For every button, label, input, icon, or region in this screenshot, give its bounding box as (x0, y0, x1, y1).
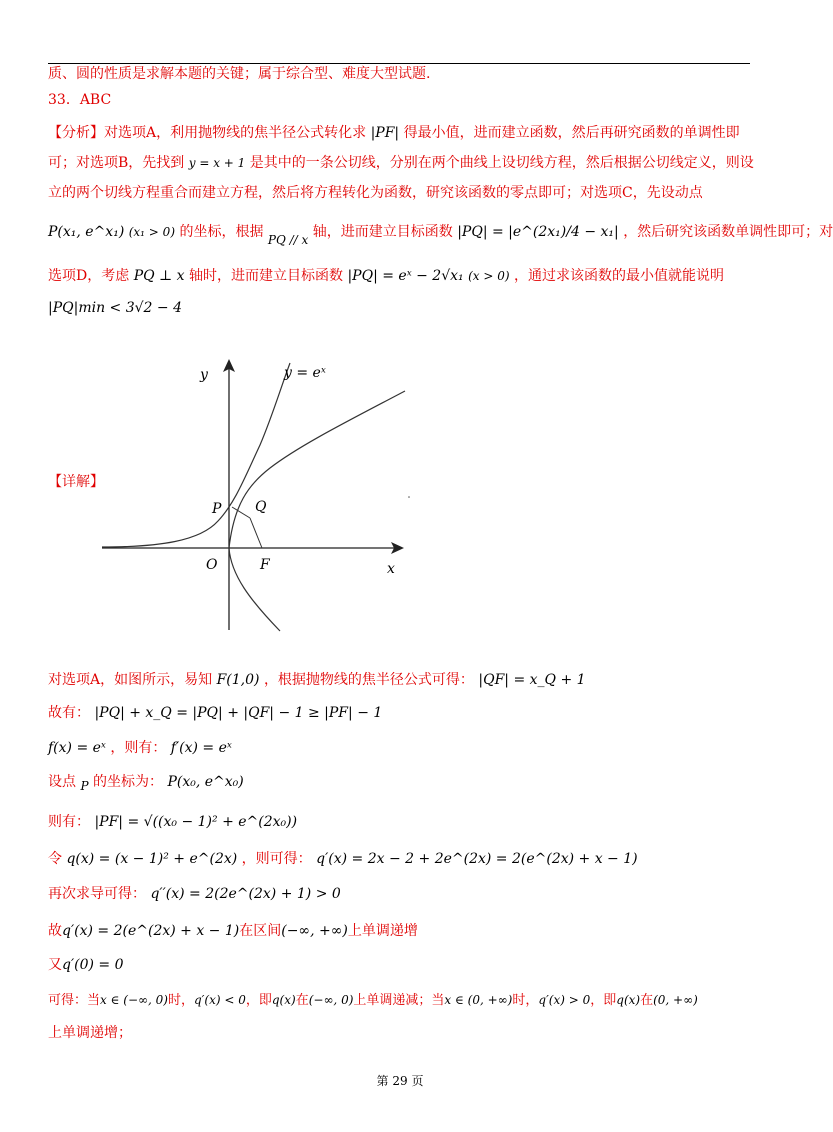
origin-label: O (206, 557, 218, 573)
exp-curve (102, 363, 290, 547)
solution-text: 又 (48, 957, 62, 973)
solution-line-11: 上单调递增； (48, 1025, 132, 1041)
math-expression: F(1,0) (216, 672, 260, 688)
solution-text: 则有： (48, 814, 90, 830)
solution-text: 上单调递减；当 (353, 993, 445, 1008)
curve-label: y = eˣ (284, 365, 326, 381)
math-expression: q′(0) = 0 (62, 957, 124, 973)
analysis-text: 可；对选项B，先找到 (48, 155, 185, 171)
solution-line-9 (48, 955, 124, 975)
math-expression: q′(x) > 0 (538, 993, 591, 1007)
math-expression: x ∈ (−∞, 0) (100, 993, 168, 1007)
solution-text: 故有： (48, 705, 90, 721)
solution-line-4 (48, 772, 244, 792)
analysis-line-3: 立的两个切线方程重合而建立方程，然后将方程转化为函数，研究该函数的零点即可；对选项C，先设动点 (48, 185, 703, 201)
math-expression: q(x) (616, 993, 641, 1007)
math-expression: |PQ| = |e^(2x₁)/4 − x₁| (457, 224, 619, 240)
analysis-text: ，通过求该函数的最小值就能说明 (514, 268, 724, 284)
solution-text: 在 (640, 993, 654, 1008)
solution-text: ，则可得： (241, 851, 312, 867)
math-expression: q(x) (271, 993, 296, 1007)
graph-svg (100, 355, 410, 633)
math-expression: x ∈ (0, +∞) (444, 993, 513, 1007)
math-expression: |PQ| + x_Q = |PQ| + |QF| − 1 ≥ |PF| − 1 (94, 705, 383, 721)
solution-text: 对选项A，如图所示，易知 (48, 672, 213, 688)
stray-dot (408, 496, 410, 498)
math-expression: f′(x) = eˣ (170, 740, 232, 756)
math-expression: PQ // x (267, 233, 309, 247)
analysis-line-2 (48, 153, 754, 173)
solution-line-1 (48, 670, 586, 690)
header-line: 质、圆的性质是求解本题的关键；属于综合型、难度大型试题. (48, 66, 431, 82)
solution-text: 设点 (48, 774, 76, 790)
analysis-line-5 (48, 266, 724, 286)
solution-line-7 (48, 884, 341, 904)
math-expression: (x > 0) (468, 269, 510, 283)
math-expression: q(x) = (x − 1)² + e^(2x) (66, 851, 238, 867)
analysis-line-4 (48, 222, 833, 247)
segment-pq (232, 507, 250, 518)
solution-text: 可得：当 (48, 993, 101, 1008)
solution-text: ，即 (590, 993, 617, 1008)
analysis-line-6 (48, 298, 182, 318)
solution-text: 时， (512, 993, 539, 1008)
math-expression: q′(x) = 2(e^(2x) + x − 1) (62, 923, 240, 939)
solution-line-6 (48, 849, 638, 869)
solution-text: ，则有： (110, 740, 167, 756)
math-expression: |PQ| = eˣ − 2√x₁ (347, 268, 464, 284)
solution-line-3 (48, 738, 232, 758)
question-number: 33．ABC (48, 92, 112, 108)
math-expression: PQ ⊥ x (133, 268, 185, 284)
graph-figure (100, 355, 410, 633)
analysis-text: 轴，进而建立目标函数 (312, 224, 453, 240)
analysis-text: 轴时，进而建立目标函数 (189, 268, 343, 284)
math-expression: |PQ|min < 3√2 − 4 (48, 300, 183, 316)
solution-line-5 (48, 812, 297, 832)
solution-text: ，根据抛物线的焦半径公式可得： (263, 672, 474, 688)
solution-text: 再次求导可得： (48, 886, 146, 902)
analysis-text: 选项D，考虑 (48, 268, 130, 284)
math-expression: |PF| (370, 125, 400, 141)
point-f-label: F (260, 557, 270, 573)
math-expression: (−∞, 0) (308, 993, 354, 1007)
math-expression: P(x₀, e^x₀) (167, 774, 244, 790)
solution-line-10 (48, 990, 698, 1011)
y-axis-label: y (200, 367, 208, 383)
solution-line-2 (48, 703, 382, 723)
solution-text: 在 (295, 993, 309, 1008)
point-q-label: Q (255, 499, 267, 515)
point-p-label: P (212, 501, 222, 517)
math-expression: f(x) = eˣ (48, 740, 106, 756)
solution-line-8 (48, 921, 418, 941)
math-expression: (x₁ > 0) (128, 225, 175, 239)
math-expression: q′(x) = 2x − 2 + 2e^(2x) = 2(e^(2x) + x − 1) (316, 851, 638, 867)
analysis-text: ，然后研究该函数单调性即可；对 (623, 224, 833, 240)
solution-text: 故 (48, 923, 62, 939)
math-expression: P (80, 779, 89, 793)
segment-qf (250, 518, 262, 548)
solution-text: ，即 (245, 993, 272, 1008)
math-expression: y = x + 1 (188, 156, 246, 170)
solution-text: 时， (167, 993, 194, 1008)
math-expression: |PF| = √((x₀ − 1)² + e^(2x₀)) (94, 814, 298, 830)
math-expression: |QF| = x_Q + 1 (478, 672, 586, 688)
solution-text: 令 (48, 851, 62, 867)
analysis-text: 是其中的一条公切线，分别在两个曲线上设切线方程，然后根据公切线定义，则设 (249, 155, 754, 171)
analysis-text: 得最小值，进而建立函数，然后再研究函数的单调性即 (403, 125, 740, 141)
math-expression: P(x₁, e^x₁) (48, 224, 125, 240)
analysis-tag: 【分析】 (48, 125, 104, 141)
solution-text: 的坐标为： (92, 774, 163, 790)
solution-text: 在区间 (239, 923, 282, 939)
math-expression: q′′(x) = 2(2e^(2x) + 1) > 0 (150, 886, 341, 902)
analysis-text: 的坐标，根据 (179, 224, 264, 240)
math-expression: (0, +∞) (653, 993, 698, 1007)
detail-tag: 【详解】 (48, 474, 104, 490)
analysis-line-1 (48, 123, 740, 143)
analysis-text: 对选项A，利用抛物线的焦半径公式转化求 (104, 125, 367, 141)
page-footer: 第 29 页 (376, 1074, 424, 1088)
x-axis-label: x (387, 561, 395, 577)
math-expression: (−∞, +∞) (281, 923, 348, 939)
math-expression: q′(x) < 0 (194, 993, 246, 1007)
solution-text: 上单调递增 (347, 923, 418, 939)
